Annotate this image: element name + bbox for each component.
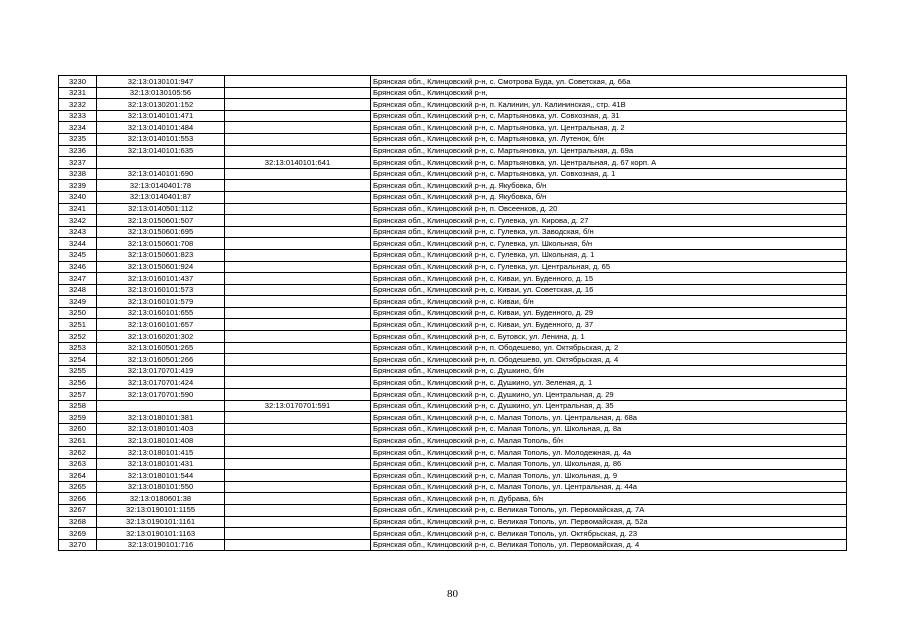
cadastral-number: 32:13:0150601:823 (97, 249, 225, 261)
address-cell: Брянская обл., Клинцовский р-н, с. Великая Тополь, ул. Октябрьская, д. 23 (371, 528, 847, 540)
row-number: 3268 (59, 516, 97, 528)
cadastral-number-alt (225, 516, 371, 528)
row-number: 3230 (59, 76, 97, 88)
cadastral-number-alt (225, 458, 371, 470)
cadastral-number: 32:13:0180601:38 (97, 493, 225, 505)
table-row (59, 470, 847, 482)
cadastral-number: 32:13:0180101:550 (97, 481, 225, 493)
table-row (59, 493, 847, 505)
row-number: 3245 (59, 249, 97, 261)
cadastral-number-alt (225, 99, 371, 111)
page-number: 80 (447, 588, 458, 600)
cadastral-number-alt (225, 133, 371, 145)
cadastral-number: 32:13:0160501:265 (97, 342, 225, 354)
table-row (59, 307, 847, 319)
row-number: 3257 (59, 389, 97, 401)
table-row (59, 145, 847, 157)
cadastral-number-alt (225, 481, 371, 493)
address-cell: Брянская обл., Клинцовский р-н, с. Мартьяновка, ул. Центральная, д. 69а (371, 145, 847, 157)
address-cell: Брянская обл., Клинцовский р-н, с. Мартьяновка, ул. Центральная, д. 67 корп. А (371, 157, 847, 169)
cadastral-number-alt (225, 180, 371, 192)
cadastral-number-alt (225, 493, 371, 505)
table-row (59, 238, 847, 250)
table-row (59, 203, 847, 215)
cadastral-number-alt (225, 168, 371, 180)
address-cell: Брянская обл., Клинцовский р-н, с. Великая Тополь, ул. Первомайская, д. 52а (371, 516, 847, 528)
cadastral-number-alt (225, 377, 371, 389)
address-cell: Брянская обл., Клинцовский р-н, с. Великая Тополь, ул. Первомайская, д. 4 (371, 539, 847, 551)
address-cell: Брянская обл., Клинцовский р-н, с. Малая Тополь, б/н (371, 435, 847, 447)
table-row (59, 215, 847, 227)
address-cell: Брянская обл., Клинцовский р-н, с. Мартьяновка, ул. Совхозная, д. 31 (371, 110, 847, 122)
cadastral-number: 32:13:0190101:1161 (97, 516, 225, 528)
cadastral-number-alt (225, 331, 371, 343)
cadastral-number: 32:13:0160501:266 (97, 354, 225, 366)
address-cell: Брянская обл., Клинцовский р-н, с. Смотрова Буда, ул. Советская, д. 66а (371, 76, 847, 88)
address-cell: Брянская обл., Клинцовский р-н, с. Душкино, ул. Центральная, д. 29 (371, 389, 847, 401)
cadastral-number-alt (225, 528, 371, 540)
table-row (59, 319, 847, 331)
cadastral-number-alt (225, 203, 371, 215)
row-number: 3263 (59, 458, 97, 470)
cadastral-number: 32:13:0160201:302 (97, 331, 225, 343)
cadastral-number: 32:13:0170701:590 (97, 389, 225, 401)
cadastral-number (97, 400, 225, 412)
row-number: 3247 (59, 273, 97, 285)
cadastral-number-alt (225, 249, 371, 261)
cadastral-number-alt (225, 296, 371, 308)
address-cell: Брянская обл., Клинцовский р-н, п. Ободешево, ул. Октябрьская, д. 4 (371, 354, 847, 366)
table-row (59, 249, 847, 261)
row-number: 3253 (59, 342, 97, 354)
table-row (59, 110, 847, 122)
table-row (59, 458, 847, 470)
table-row (59, 377, 847, 389)
table-row (59, 87, 847, 99)
address-cell: Брянская обл., Клинцовский р-н, п. Ободешево, ул. Октябрьская, д. 2 (371, 342, 847, 354)
row-number: 3234 (59, 122, 97, 134)
address-cell: Брянская обл., Клинцовский р-н, с. Гулевка, ул. Кирова, д. 27 (371, 215, 847, 227)
cadastral-number-alt (225, 87, 371, 99)
cadastral-number-alt (225, 470, 371, 482)
table-row (59, 528, 847, 540)
row-number: 3255 (59, 365, 97, 377)
row-number: 3252 (59, 331, 97, 343)
row-number: 3233 (59, 110, 97, 122)
row-number: 3258 (59, 400, 97, 412)
table-row (59, 296, 847, 308)
table-row (59, 331, 847, 343)
address-cell: Брянская обл., Клинцовский р-н, с. Гулевка, ул. Школьная, б/н (371, 238, 847, 250)
address-cell: Брянская обл., Клинцовский р-н, с. Киваи, ул. Буденного, д. 29 (371, 307, 847, 319)
row-number: 3239 (59, 180, 97, 192)
table-row (59, 284, 847, 296)
cadastral-number-alt (225, 319, 371, 331)
cadastral-number-alt (225, 307, 371, 319)
row-number: 3260 (59, 423, 97, 435)
table-row (59, 389, 847, 401)
cadastral-number (97, 157, 225, 169)
address-cell: Брянская обл., Клинцовский р-н, п. Калинин, ул. Калининская,, стр. 41В (371, 99, 847, 111)
cadastral-number: 32:13:0140401:87 (97, 191, 225, 203)
cadastral-number-alt (225, 122, 371, 134)
address-cell: Брянская обл., Клинцовский р-н, с. Бутовск, ул. Ленина, д. 1 (371, 331, 847, 343)
address-cell: Брянская обл., Клинцовский р-н, п. Овсеенков, д. 20 (371, 203, 847, 215)
table-row (59, 76, 847, 88)
cadastral-number-alt (225, 447, 371, 459)
cadastral-number: 32:13:0170701:419 (97, 365, 225, 377)
table-row (59, 516, 847, 528)
cadastral-number: 32:13:0140101:635 (97, 145, 225, 157)
cadastral-number: 32:13:0160101:437 (97, 273, 225, 285)
row-number: 3261 (59, 435, 97, 447)
cadastral-number-alt: 32:13:0140101:641 (225, 157, 371, 169)
row-number: 3256 (59, 377, 97, 389)
row-number: 3238 (59, 168, 97, 180)
table-row (59, 481, 847, 493)
address-cell: Брянская обл., Клинцовский р-н, с. Мартьяновка, ул. Центральная, д. 2 (371, 122, 847, 134)
cadastral-number: 32:13:0140401:78 (97, 180, 225, 192)
address-cell: Брянская обл., Клинцовский р-н, с. Малая Тополь, ул. Школьная, д. 8а (371, 423, 847, 435)
address-cell: Брянская обл., Клинцовский р-н, с. Киваи, б/н (371, 296, 847, 308)
address-cell: Брянская обл., Клинцовский р-н, с. Душкино, б/н (371, 365, 847, 377)
table-row (59, 504, 847, 516)
cadastral-number: 32:13:0190101:1155 (97, 504, 225, 516)
cadastral-number: 32:13:0150601:924 (97, 261, 225, 273)
row-number: 3246 (59, 261, 97, 273)
row-number: 3244 (59, 238, 97, 250)
row-number: 3249 (59, 296, 97, 308)
row-number: 3243 (59, 226, 97, 238)
table-row (59, 342, 847, 354)
address-cell: Брянская обл., Клинцовский р-н, с. Малая Тополь, ул. Молодежная, д. 4а (371, 447, 847, 459)
table-row (59, 539, 847, 551)
row-number: 3259 (59, 412, 97, 424)
cadastral-number: 32:13:0180101:544 (97, 470, 225, 482)
address-cell: Брянская обл., Клинцовский р-н, с. Гулевка, ул. Центральная, д. 65 (371, 261, 847, 273)
table-row (59, 423, 847, 435)
cadastral-number-alt (225, 145, 371, 157)
row-number: 3241 (59, 203, 97, 215)
row-number: 3237 (59, 157, 97, 169)
row-number: 3231 (59, 87, 97, 99)
cadastral-register-table (58, 75, 847, 551)
address-cell: Брянская обл., Клинцовский р-н, с. Киваи, ул. Советская, д. 16 (371, 284, 847, 296)
cadastral-number: 32:13:0140501:112 (97, 203, 225, 215)
cadastral-number: 32:13:0180101:381 (97, 412, 225, 424)
row-number: 3248 (59, 284, 97, 296)
cadastral-number-alt (225, 412, 371, 424)
table-row (59, 412, 847, 424)
cadastral-number: 32:13:0130105:56 (97, 87, 225, 99)
address-cell: Брянская обл., Клинцовский р-н, с. Киваи, ул. Буденного, д. 37 (371, 319, 847, 331)
table-row (59, 180, 847, 192)
address-cell: Брянская обл., Клинцовский р-н, п. Дубрава, б/н (371, 493, 847, 505)
table-row (59, 354, 847, 366)
cadastral-number: 32:13:0150601:708 (97, 238, 225, 250)
table-row (59, 447, 847, 459)
row-number: 3242 (59, 215, 97, 227)
cadastral-number-alt (225, 238, 371, 250)
table-row (59, 273, 847, 285)
row-number: 3236 (59, 145, 97, 157)
address-cell: Брянская обл., Клинцовский р-н, с. Великая Тополь, ул. Первомайская, д. 7А (371, 504, 847, 516)
address-cell: Брянская обл., Клинцовский р-н, с. Мартьяновка, ул. Совхозная, д. 1 (371, 168, 847, 180)
cadastral-number-alt (225, 435, 371, 447)
cadastral-number-alt (225, 389, 371, 401)
table-row (59, 226, 847, 238)
cadastral-number: 32:13:0160101:573 (97, 284, 225, 296)
address-cell: Брянская обл., Клинцовский р-н, с. Киваи, ул. Буденного, д. 15 (371, 273, 847, 285)
cadastral-number: 32:13:0180101:415 (97, 447, 225, 459)
address-cell: Брянская обл., Клинцовский р-н, (371, 87, 847, 99)
address-cell: Брянская обл., Клинцовский р-н, с. Душкино, ул. Центральная, д. 35 (371, 400, 847, 412)
table-row (59, 122, 847, 134)
cadastral-number: 32:13:0160101:657 (97, 319, 225, 331)
cadastral-number-alt (225, 226, 371, 238)
cadastral-number-alt (225, 215, 371, 227)
address-cell: Брянская обл., Клинцовский р-н, с. Малая Тополь, ул. Центральная, д. 68а (371, 412, 847, 424)
table-row (59, 133, 847, 145)
address-cell: Брянская обл., Клинцовский р-н, с. Душкино, ул. Зеленая, д. 1 (371, 377, 847, 389)
cadastral-number-alt (225, 284, 371, 296)
cadastral-number: 32:13:0150601:507 (97, 215, 225, 227)
table-row (59, 365, 847, 377)
row-number: 3269 (59, 528, 97, 540)
cadastral-number: 32:13:0140101:690 (97, 168, 225, 180)
cadastral-number: 32:13:0190101:716 (97, 539, 225, 551)
row-number: 3264 (59, 470, 97, 482)
table-row (59, 435, 847, 447)
row-number: 3265 (59, 481, 97, 493)
address-cell: Брянская обл., Клинцовский р-н, с. Гулевка, ул. Школьная, д. 1 (371, 249, 847, 261)
cadastral-number-alt: 32:13:0170701:591 (225, 400, 371, 412)
row-number: 3266 (59, 493, 97, 505)
cadastral-number: 32:13:0130201:152 (97, 99, 225, 111)
table-row (59, 157, 847, 169)
cadastral-number: 32:13:0170701:424 (97, 377, 225, 389)
cadastral-number: 32:13:0190101:1163 (97, 528, 225, 540)
row-number: 3235 (59, 133, 97, 145)
row-number: 3251 (59, 319, 97, 331)
cadastral-number: 32:13:0130101:947 (97, 76, 225, 88)
cadastral-number: 32:13:0140101:484 (97, 122, 225, 134)
cadastral-number: 32:13:0160101:579 (97, 296, 225, 308)
cadastral-number: 32:13:0160101:655 (97, 307, 225, 319)
row-number: 3240 (59, 191, 97, 203)
cadastral-number-alt (225, 191, 371, 203)
cadastral-number: 32:13:0180101:408 (97, 435, 225, 447)
address-cell: Брянская обл., Клинцовский р-н, д. Якубовка, б/н (371, 191, 847, 203)
cadastral-number-alt (225, 504, 371, 516)
cadastral-number-alt (225, 76, 371, 88)
cadastral-number-alt (225, 539, 371, 551)
cadastral-number-alt (225, 342, 371, 354)
cadastral-number-alt (225, 423, 371, 435)
cadastral-number-alt (225, 110, 371, 122)
table-row (59, 99, 847, 111)
row-number: 3270 (59, 539, 97, 551)
cadastral-number: 32:13:0180101:403 (97, 423, 225, 435)
table-row (59, 168, 847, 180)
address-cell: Брянская обл., Клинцовский р-н, д. Якубовка, б/н (371, 180, 847, 192)
table-row (59, 261, 847, 273)
cadastral-number: 32:13:0140101:471 (97, 110, 225, 122)
address-cell: Брянская обл., Клинцовский р-н, с. Мартьяновка, ул. Лутенок, б/н (371, 133, 847, 145)
table-row (59, 191, 847, 203)
row-number: 3232 (59, 99, 97, 111)
cadastral-number: 32:13:0150601:695 (97, 226, 225, 238)
address-cell: Брянская обл., Клинцовский р-н, с. Гулевка, ул. Заводская, б/н (371, 226, 847, 238)
cadastral-number-alt (225, 273, 371, 285)
row-number: 3267 (59, 504, 97, 516)
address-cell: Брянская обл., Клинцовский р-н, с. Малая Тополь, ул. Центральная, д. 44а (371, 481, 847, 493)
address-cell: Брянская обл., Клинцовский р-н, с. Малая Тополь, ул. Школьная, д. 86 (371, 458, 847, 470)
address-cell: Брянская обл., Клинцовский р-н, с. Малая Тополь, ул. Школьная, д. 9 (371, 470, 847, 482)
cadastral-number: 32:13:0140101:553 (97, 133, 225, 145)
register-body (59, 76, 847, 551)
row-number: 3254 (59, 354, 97, 366)
cadastral-number-alt (225, 365, 371, 377)
row-number: 3250 (59, 307, 97, 319)
cadastral-number-alt (225, 261, 371, 273)
cadastral-number: 32:13:0180101:431 (97, 458, 225, 470)
row-number: 3262 (59, 447, 97, 459)
cadastral-number-alt (225, 354, 371, 366)
table-row (59, 400, 847, 412)
